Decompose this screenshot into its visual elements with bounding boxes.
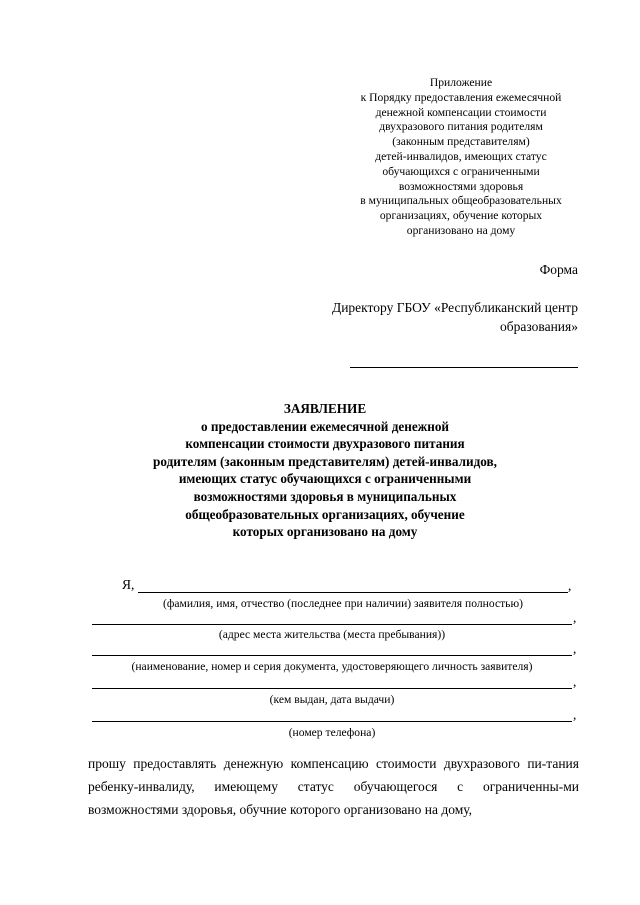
- form-label: Форма: [539, 262, 578, 277]
- title-line: компенсации стоимости двухразового питания: [185, 436, 465, 452]
- appendix-line: в муниципальных общеобразовательных: [360, 194, 562, 208]
- addressee-line-1: Директору ГБОУ «Республиканский центр: [331, 300, 578, 315]
- title-heading: ЗАЯВЛЕНИЕ: [283, 401, 367, 416]
- title-line: о предоставлении ежемесячной денежной: [200, 418, 450, 434]
- id-document-field[interactable]: [92, 655, 572, 656]
- addressee-block: [278, 298, 578, 336]
- appendix-line: обучающихся с ограниченными: [382, 164, 540, 178]
- addressee-blank-line[interactable]: [350, 367, 578, 368]
- ya-label: Я,: [122, 577, 135, 592]
- title-line: имеющих статус обучающихся с ограниченными: [178, 471, 472, 487]
- appendix-line: денежной компенсации стоимости: [375, 105, 547, 119]
- address-field[interactable]: [92, 624, 572, 625]
- id-document-caption: (наименование, номер и серия документа, удостоверяющего личность заявителя): [131, 660, 533, 673]
- phone-field[interactable]: [92, 721, 572, 722]
- phone-caption: (номер телефона): [288, 726, 376, 739]
- document-title: [120, 400, 530, 541]
- full-name-caption: (фамилия, имя, отчество (последнее при наличии) заявителя полностью): [163, 597, 523, 610]
- appendix-line: Приложение: [429, 76, 493, 89]
- appendix-line: организовано на дому: [406, 223, 516, 237]
- request-paragraph: прошу предоставлять денежную компенсацию стоимости двухразового пи-тания ребенку-инвалиду, имеющему статус обучающегося с ограниченны-ми возможностями здоровья, обучние которого организовано на дому,: [88, 756, 579, 817]
- comma: ,: [573, 707, 577, 722]
- appendix-line: (законным представителям): [392, 135, 530, 149]
- issued-by-field[interactable]: [92, 688, 572, 689]
- appendix-line: к Порядку предоставления ежемесячной: [360, 90, 562, 104]
- comma: ,: [573, 674, 577, 689]
- title-line: общеобразовательных организациях, обучение: [185, 506, 465, 522]
- appendix-header: [340, 76, 582, 239]
- full-name-field[interactable]: [138, 592, 568, 593]
- appendix-line: детей-инвалидов, имеющих статус: [375, 149, 547, 163]
- addressee-line-2: образования»: [500, 319, 578, 334]
- appendix-line: организациях, обучение которых: [379, 209, 543, 223]
- appendix-line: двухразового питания родителям: [379, 120, 543, 134]
- comma: ,: [573, 641, 577, 656]
- comma: ,: [573, 610, 577, 625]
- appendix-line: возможностями здоровья: [398, 179, 524, 193]
- title-line: которых организовано на дому: [232, 524, 418, 540]
- comma: ,: [568, 578, 572, 593]
- issued-by-caption: (кем выдан, дата выдачи): [269, 693, 395, 706]
- title-line: родителям (законным представителям) детей-инвалидов,: [153, 453, 497, 469]
- address-caption: (адрес места жительства (места пребывания)): [218, 628, 446, 641]
- title-line: возможностями здоровья в муниципальных: [193, 488, 457, 504]
